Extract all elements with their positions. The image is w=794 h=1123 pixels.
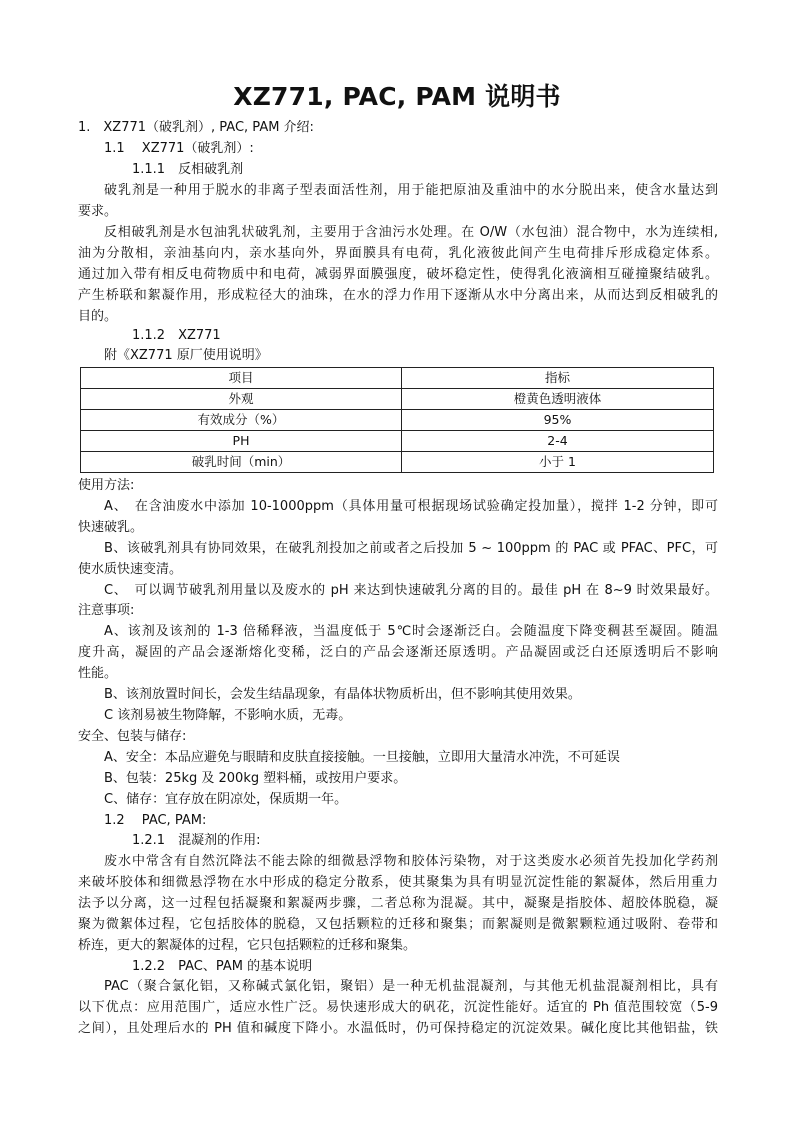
annex-caption: 附《XZ771 原厂使用说明》: [104, 348, 268, 363]
safety-item-a: A、安全：本品应避免与眼睛和皮肤直接接触。一旦接触，立即用大量清水冲洗，不可延误: [104, 750, 620, 765]
table-cell: 95%: [402, 410, 714, 431]
section-1-2-2-heading: 1.2.2 PAC、PAM 的基本说明: [132, 959, 313, 974]
paragraph-line: 聚为微絮体过程，它包括胶体的脱稳，又包括颗粒的迁移和聚集；而絮凝则是微絮颗粒通过吸附、卷带和: [78, 917, 718, 932]
table-cell: 破乳时间（min）: [81, 452, 402, 473]
usage-item-b-cont: 使水质快速变清。: [78, 562, 183, 577]
paragraph-line: 通过加入带有相反电荷物质中和电荷，减弱界面膜强度，破坏稳定性，使得乳化液滴相互碰撞聚结破乳。: [78, 267, 718, 282]
usage-heading: 使用方法:: [78, 478, 135, 493]
usage-item-c: C、 可以调节破乳剂用量以及废水的 pH 来达到快速破乳分离的目的。最佳 pH 在 8~9 时效果最好。: [104, 583, 718, 598]
table-row: [81, 410, 714, 431]
table-row: [81, 431, 714, 452]
section-1-heading: 1. XZ771（破乳剂）, PAC, PAM 介绍:: [78, 120, 314, 135]
paragraph-line: 反相破乳剂是水包油乳状破乳剂，主要用于含油污水处理。在 O/W（水包油）混合物中，水为连续相,: [104, 225, 718, 240]
section-1-1-heading: 1.1 XZ771（破乳剂）:: [104, 141, 254, 156]
paragraph-line: 桥连，更大的絮凝体的过程，它只包括颗粒的迁移和聚集。: [78, 938, 417, 953]
notes-item-a: A、该剂及该剂的 1-3 倍稀释液，当温度低于 5℃时会逐渐泛白。会随温度下降变稠甚至凝固。随温: [104, 624, 718, 639]
notes-heading: 注意事项:: [78, 603, 135, 618]
paragraph-line: 来破坏胶体和细微悬浮物在水中形成的稳定分散系，使其聚集为具有明显沉淀性能的絮凝体，然后用重力: [78, 875, 718, 890]
usage-item-b: B、该破乳剂具有协同效果，在破乳剂投加之前或者之后投加 5 ~ 100ppm 的 PAC 或 PFAC、PFC，可: [104, 541, 718, 556]
paragraph-line: PAC（聚合氯化铝，又称碱式氯化铝，聚铝）是一种无机盐混凝剂，与其他无机盐混凝剂相比，具有: [104, 979, 718, 994]
table-header-cell: 项目: [81, 368, 402, 389]
safety-item-b: B、包装：25kg 及 200kg 塑料桶，或按用户要求。: [104, 771, 407, 786]
safety-heading: 安全、包装与储存:: [78, 729, 187, 744]
notes-item-b: B、该剂放置时间长，会发生结晶现象，有晶体状物质析出，但不影响其使用效果。: [104, 687, 581, 702]
document-title: XZ771, PAC, PAM 说明书: [233, 82, 561, 111]
usage-item-a-cont: 快速破乳。: [78, 520, 144, 535]
section-1-2-heading: 1.2 PAC, PAM:: [104, 813, 207, 828]
paragraph-line: 产生桥联和絮凝作用，形成粒径大的油珠，在水的浮力作用下逐渐从水中分离出来，从而达到反相破乳的: [78, 288, 718, 303]
section-1-1-1-heading: 1.1.1 反相破乳剂: [132, 162, 244, 177]
spec-table: [80, 367, 714, 473]
table-row: [81, 452, 714, 473]
paragraph-line: 之间），且处理后水的 PH 值和碱度下降小。水温低时，仍可保持稳定的沉淀效果。碱化度比其他铝盐，铁: [78, 1021, 718, 1036]
table-cell: 橙黄色透明液体: [402, 389, 714, 410]
section-1-1-2-heading: 1.1.2 XZ771: [132, 328, 221, 343]
paragraph-line: 油为分散相，亲油基向内，亲水基向外，界面膜具有电荷，乳化液彼此间产生电荷排斥形成稳定体系。: [78, 246, 718, 261]
paragraph-line: 以下优点：应用范围广，适应水性广泛。易快速形成大的矾花，沉淀性能好。适宜的 Ph 值范围较宽（5-9: [78, 1000, 718, 1015]
notes-item-c: C 该剂易被生物降解，不影响水质，无毒。: [104, 708, 352, 723]
table-cell: 有效成分（%）: [81, 410, 402, 431]
table-header-cell: 指标: [402, 368, 714, 389]
table-header-row: [81, 368, 714, 389]
table-cell: PH: [81, 431, 402, 452]
table-cell: 小于 1: [402, 452, 714, 473]
paragraph-line: 破乳剂是一种用于脱水的非离子型表面活性剂，用于能把原油及重油中的水分脱出来，使含水量达到: [104, 183, 718, 198]
table-cell: 外观: [81, 389, 402, 410]
table-cell: 2-4: [402, 431, 714, 452]
safety-item-c: C、储存：宜存放在阴凉处，保质期一年。: [104, 792, 348, 807]
paragraph-line: 目的。: [78, 309, 118, 324]
notes-item-a-cont: 性能。: [78, 666, 118, 681]
table-row: [81, 389, 714, 410]
notes-item-a-cont: 度升高，凝固的产品会逐渐熔化变稀，泛白的产品会逐渐还原透明。产品凝固或泛白还原透明后不影响: [78, 645, 718, 660]
usage-item-a: A、 在含油废水中添加 10-1000ppm（具体用量可根据现场试验确定投加量），搅拌 1-2 分钟，即可: [104, 499, 718, 514]
paragraph-line: 废水中常含有自然沉降法不能去除的细微悬浮物和胶体污染物，对于这类废水必须首先投加化学药剂: [104, 854, 718, 869]
paragraph-line: 法予以分离，这一过程包括凝聚和絮凝两步骤，二者总称为混凝。其中，凝聚是指胶体、超胶体脱稳，凝: [78, 896, 718, 911]
paragraph-line: 要求。: [78, 204, 118, 219]
section-1-2-1-heading: 1.2.1 混凝剂的作用:: [132, 833, 261, 848]
